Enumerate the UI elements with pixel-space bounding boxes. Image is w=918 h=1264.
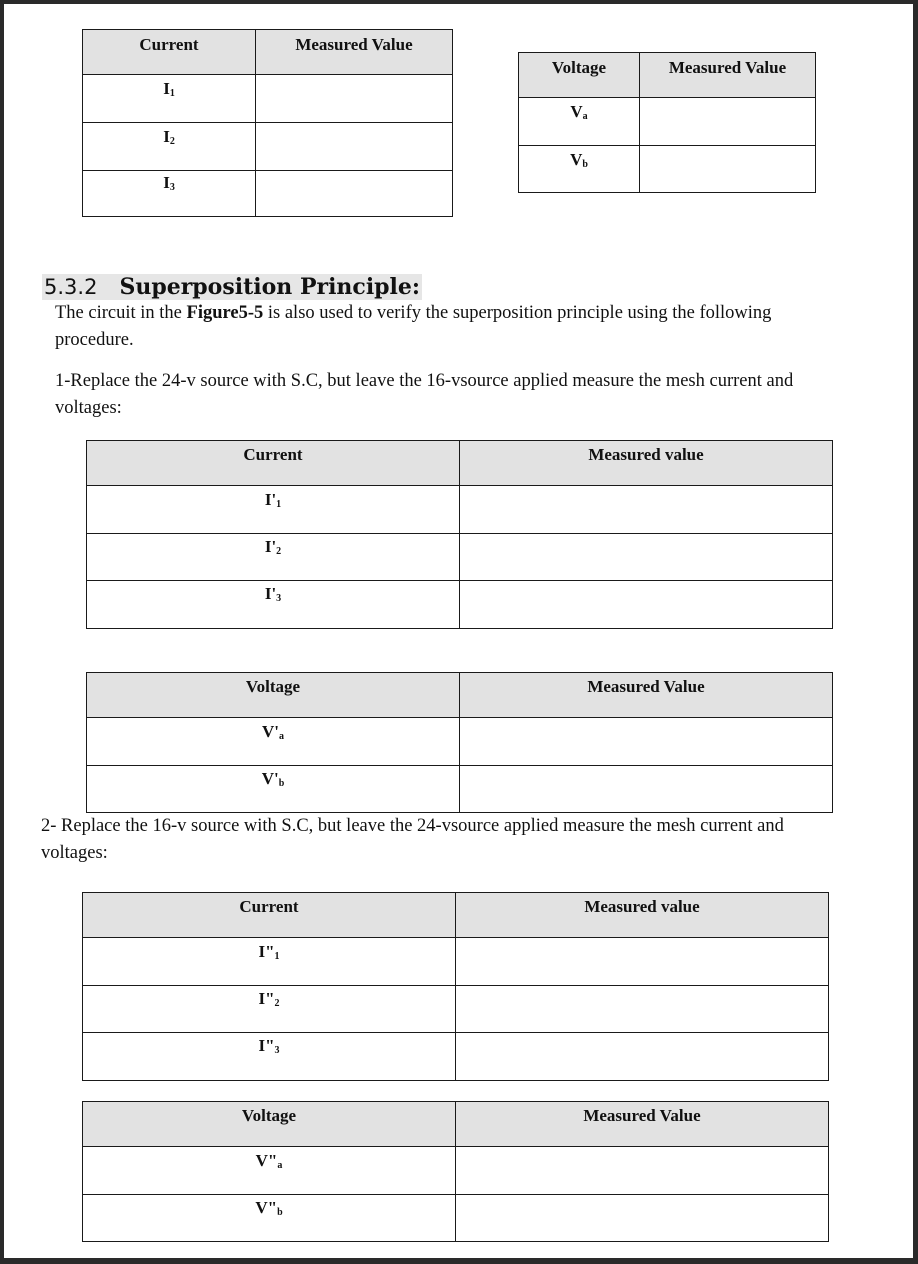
measured-value-cell[interactable] xyxy=(460,766,833,813)
voltage-table-3 xyxy=(82,1101,829,1242)
document-page xyxy=(4,4,913,1258)
table-header-row xyxy=(519,53,816,98)
measured-value-cell[interactable] xyxy=(456,986,829,1033)
voltage-table-1 xyxy=(518,52,816,193)
column-header-measured-value: Measured value xyxy=(456,893,829,938)
step-2-paragraph: 2- Replace the 16-v source with S.C, but leave the 24-vsource applied measure the mesh current and voltages: xyxy=(41,816,784,863)
row-label: $V_a$ xyxy=(519,98,640,146)
row-label: $I'_2$ xyxy=(87,534,460,581)
row-label: $I'_3$ xyxy=(87,581,460,629)
table-header-row xyxy=(83,1102,829,1147)
table-row xyxy=(83,75,453,123)
figure-reference: Figure5-5 xyxy=(186,303,264,323)
measured-value-cell[interactable] xyxy=(456,1195,829,1242)
row-label: $I_3$ xyxy=(83,171,256,217)
table-row xyxy=(519,146,816,193)
column-header-current: Current xyxy=(83,30,256,75)
table-row xyxy=(87,766,833,813)
row-label: $V_b$ xyxy=(519,146,640,193)
column-header-voltage: Voltage xyxy=(87,673,460,718)
table-header-row xyxy=(83,30,453,75)
step-1-paragraph: 1-Replace the 24-v source with S.C, but leave the 16-vsource applied measure the mesh current and voltages: xyxy=(55,371,794,418)
current-table-3 xyxy=(82,892,829,1081)
column-header-current: Current xyxy=(83,893,456,938)
measured-value-cell[interactable] xyxy=(256,75,453,123)
row-label: $I_1$ xyxy=(83,75,256,123)
measured-value-cell[interactable] xyxy=(456,938,829,986)
table-row xyxy=(83,1147,829,1195)
measured-value-cell[interactable] xyxy=(640,98,816,146)
row-label: $I'_1$ xyxy=(87,486,460,534)
row-label: $V'_b$ xyxy=(87,766,460,813)
voltage-table-2 xyxy=(86,672,833,813)
intro-paragraph: The circuit in the Figure5-5 is also used to verify the superposition principle using the following procedure. xyxy=(55,303,772,350)
measured-value-cell[interactable] xyxy=(256,171,453,217)
row-label: $V"_b$ xyxy=(83,1195,456,1242)
measured-value-cell[interactable] xyxy=(256,123,453,171)
measured-value-cell[interactable] xyxy=(460,718,833,766)
table-row xyxy=(83,938,829,986)
table-row xyxy=(83,123,453,171)
table-row xyxy=(519,98,816,146)
current-table-2 xyxy=(86,440,833,629)
measured-value-cell[interactable] xyxy=(640,146,816,193)
section-heading: 5.3.2 Superposition Principle: xyxy=(44,274,421,300)
column-header-current: Current xyxy=(87,441,460,486)
table-header-row xyxy=(83,893,829,938)
column-header-voltage: Voltage xyxy=(83,1102,456,1147)
row-label: $I_2$ xyxy=(83,123,256,171)
table-row xyxy=(83,1033,829,1081)
column-header-measured-value: Measured Value xyxy=(256,30,453,75)
table-row xyxy=(87,718,833,766)
row-label: $I"_1$ xyxy=(83,938,456,986)
column-header-voltage: Voltage xyxy=(519,53,640,98)
column-header-measured-value: Measured value xyxy=(460,441,833,486)
row-label: $V"_a$ xyxy=(83,1147,456,1195)
column-header-measured-value: Measured Value xyxy=(460,673,833,718)
column-header-measured-value: Measured Value xyxy=(456,1102,829,1147)
measured-value-cell[interactable] xyxy=(460,486,833,534)
table-row xyxy=(83,171,453,217)
table-header-row xyxy=(87,673,833,718)
table-header-row xyxy=(87,441,833,486)
table-row xyxy=(83,986,829,1033)
row-label: $I"_2$ xyxy=(83,986,456,1033)
table-row xyxy=(83,1195,829,1242)
table-row xyxy=(87,534,833,581)
measured-value-cell[interactable] xyxy=(456,1033,829,1081)
measured-value-cell[interactable] xyxy=(456,1147,829,1195)
current-table-1 xyxy=(82,29,453,217)
measured-value-cell[interactable] xyxy=(460,581,833,629)
table-row xyxy=(87,486,833,534)
table-row xyxy=(87,581,833,629)
row-label: $I"_3$ xyxy=(83,1033,456,1081)
row-label: $V'_a$ xyxy=(87,718,460,766)
measured-value-cell[interactable] xyxy=(460,534,833,581)
column-header-measured-value: Measured Value xyxy=(640,53,816,98)
